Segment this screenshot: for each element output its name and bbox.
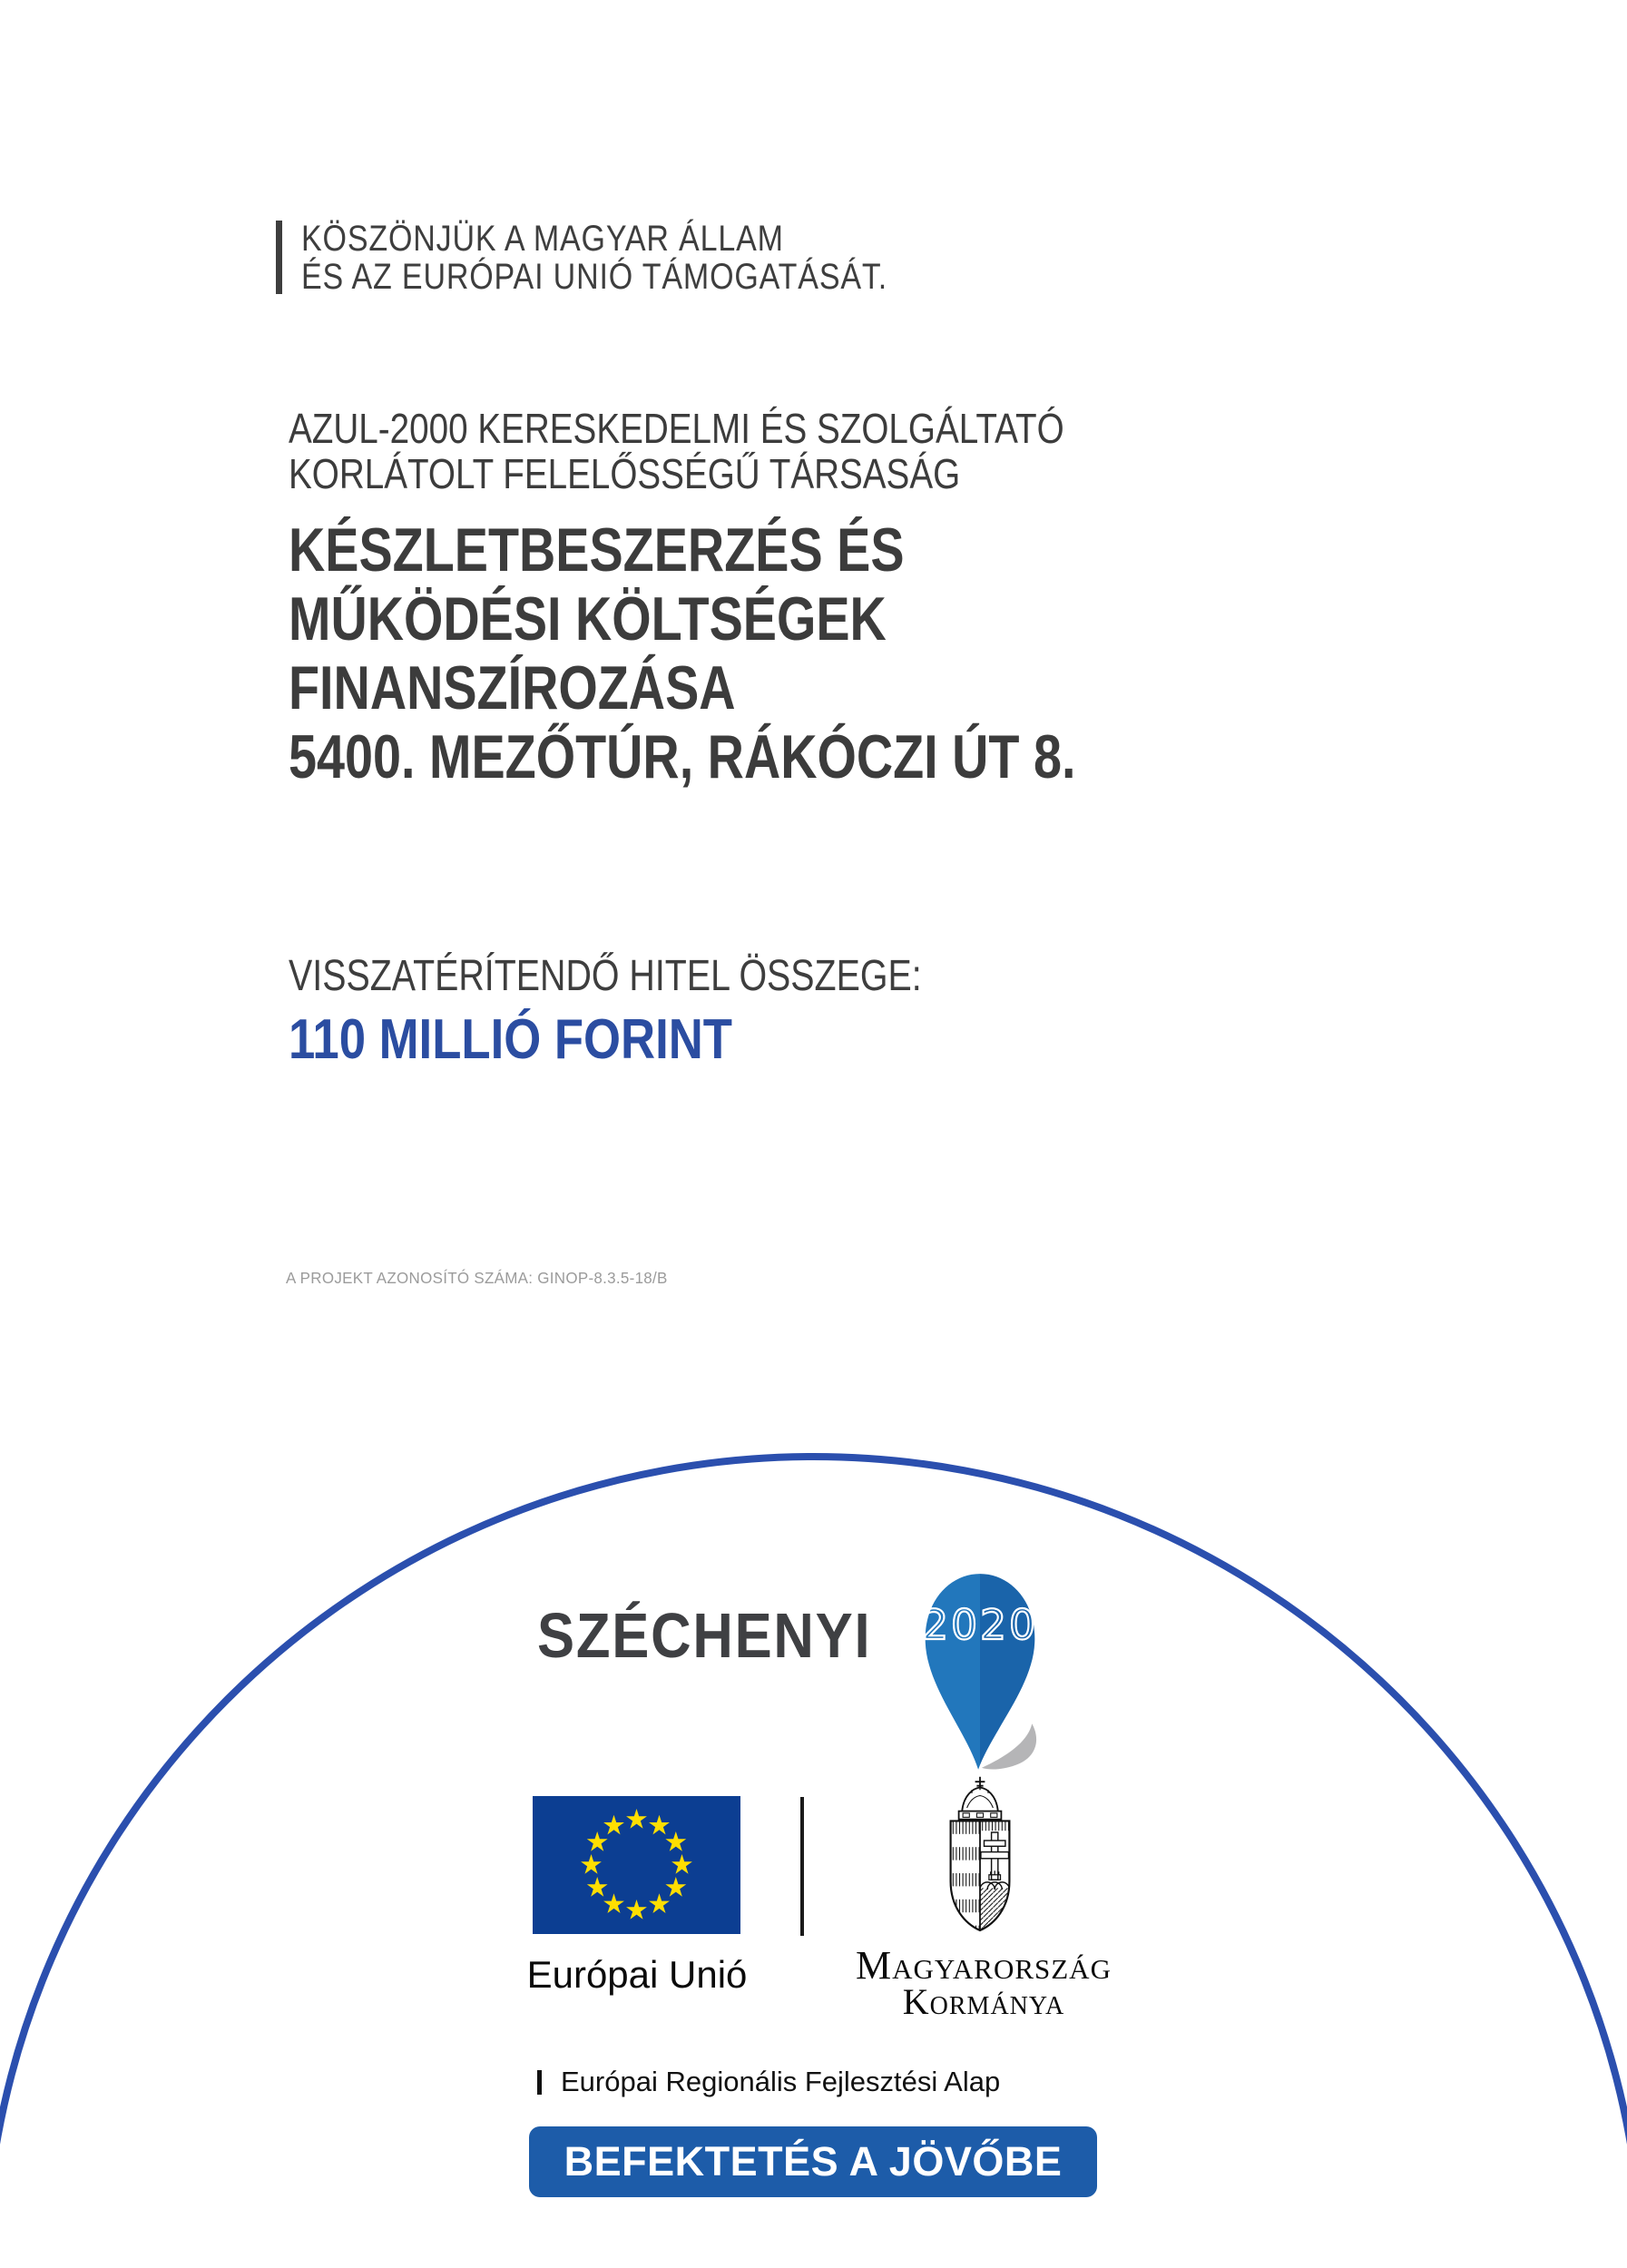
project-title-line-3: FINANSZÍROZÁSA: [289, 653, 736, 722]
government-line-1: Magyarország: [856, 1943, 1112, 1988]
beneficiary-line-2: KORLÁTOLT FELELŐSSÉGŰ TÁRSASÁG: [289, 450, 961, 497]
eu-flag-icon: [533, 1796, 740, 1934]
thanks-line-1: KÖSZÖNJÜK A MAGYAR ÁLLAM: [301, 219, 784, 259]
amount-label: VISSZATÉRÍTENDŐ HITEL ÖSSZEGE:: [289, 952, 922, 1000]
eu-flag-label: Európai Unió: [526, 1953, 748, 1996]
logo-divider: [800, 1797, 804, 1936]
project-title-line-2: MŰKÖDÉSI KÖLTSÉGEK: [289, 584, 887, 653]
project-title: [289, 515, 1075, 791]
thanks-text: [301, 220, 887, 296]
amount-value: 110 MILLIÓ FORINT: [289, 1008, 733, 1071]
slogan-text: BEFEKTETÉS A JÖVŐBE: [564, 2138, 1063, 2185]
pin-year-text: 2020: [922, 1601, 1038, 1650]
fund-accent-bar: [537, 2070, 542, 2095]
government-line-2: Kormánya: [902, 1981, 1065, 2022]
project-id: A PROJEKT AZONOSÍTÓ SZÁMA: GINOP-8.3.5-18/B: [286, 1269, 668, 1287]
government-label: [848, 1943, 1120, 2022]
beneficiary-name: [289, 406, 1064, 496]
beneficiary-line-1: AZUL-2000 KERESKEDELMI ÉS SZOLGÁLTATÓ: [289, 405, 1064, 452]
project-title-line-1: KÉSZLETBESZERZÉS ÉS: [289, 515, 905, 584]
hungary-coat-of-arms-icon: [938, 1775, 1022, 1939]
thanks-line-2: ÉS AZ EURÓPAI UNIÓ TÁMOGATÁSÁT.: [301, 257, 888, 297]
szechenyi-2020-pin-icon: [918, 1568, 1042, 1773]
thanks-accent-bar: [276, 221, 282, 294]
project-title-line-4: 5400. MEZŐTÚR, RÁKÓCZI ÚT 8.: [289, 722, 1076, 791]
szechenyi-logo-text: SZÉCHENYI: [537, 1600, 872, 1671]
slogan-banner: [529, 2126, 1097, 2197]
fund-label: Európai Regionális Fejlesztési Alap: [561, 2066, 1001, 2097]
